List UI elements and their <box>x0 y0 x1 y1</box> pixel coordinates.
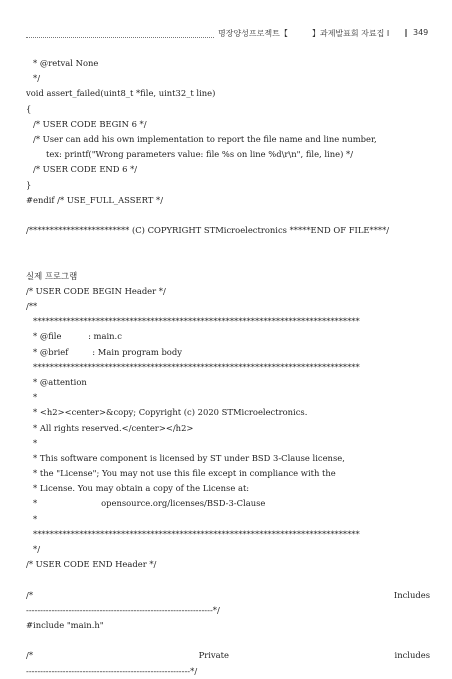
code-line: /* USER CODE BEGIN 6 */ <box>33 118 147 129</box>
code-fragment-middle: Private <box>198 650 229 661</box>
code-line: * <box>33 437 38 448</box>
code-line: /** <box>26 301 38 311</box>
code-line: * <h2><center>&copy; Copyright (c) 2020 STMicroelectronics. <box>33 407 308 418</box>
blank-line <box>26 238 430 253</box>
code-line: * <box>33 513 38 524</box>
code-line: #endif /* USE_FULL_ASSERT */ <box>26 194 164 205</box>
code-line: { <box>26 103 32 114</box>
code-line: /* User can add his own implementation to report the file name and line number, <box>33 133 377 144</box>
code-line: * @attention <box>33 376 87 387</box>
blank-line <box>26 253 430 268</box>
code-fragment-right: includes <box>394 650 430 661</box>
code-line: * the "License"; You may not use this file except in compliance with the <box>33 468 336 479</box>
code-line: ****************************************************************************** <box>33 361 360 372</box>
code-line: * All rights reserved.</center></h2> <box>33 422 194 433</box>
page-header <box>26 28 429 44</box>
code-fragment-left: /* <box>26 589 34 600</box>
code-line: * <box>33 392 38 403</box>
code-line: * This software component is licensed by ST under BSD 3-Clause license, <box>33 452 345 463</box>
code-line: /* USER CODE END 6 */ <box>33 164 138 175</box>
code-fragment-right: Includes <box>393 589 430 600</box>
section-heading: 실제 프로그램 <box>26 270 78 281</box>
code-line: ------------------------------------------------------------------*/ <box>26 604 220 615</box>
code-listing <box>26 56 430 679</box>
code-line: #include "main.h" <box>26 619 104 630</box>
code-line: * @file : main.c <box>33 331 122 342</box>
code-line: ****************************************************************************** <box>33 316 360 327</box>
code-line: ****************************************************************************** <box>33 528 360 539</box>
code-line: /* USER CODE BEGIN Header */ <box>26 285 166 296</box>
code-line-split <box>26 648 430 663</box>
blank-line <box>26 633 430 648</box>
code-line: void assert_failed(uint8_t *file, uint32_t line) <box>26 88 216 99</box>
blank-line <box>26 572 430 587</box>
blank-line <box>26 208 430 223</box>
code-line: /************************ (C) COPYRIGHT STMicroelectronics *****END OF FILE****/ <box>26 225 390 236</box>
code-line: */ <box>33 544 41 554</box>
code-fragment-left: /* <box>26 650 34 661</box>
header-left-title: 명장양성프로젝트【 <box>218 29 288 38</box>
code-line: } <box>26 179 32 190</box>
code-line: * opensource.org/licenses/BSD-3-Clause <box>33 498 266 509</box>
code-line: * @brief : Main program body <box>33 346 182 357</box>
page-number: 349 <box>413 28 429 37</box>
code-line-split <box>26 588 430 603</box>
code-line: tex: printf("Wrong parameters value: file %s on line %d\r\n", file, line) */ <box>46 149 354 160</box>
header-dotted-rule <box>26 37 214 38</box>
header-separator: ‖ <box>404 28 408 37</box>
code-line: */ <box>33 73 41 84</box>
code-line: /* USER CODE END Header */ <box>26 559 157 570</box>
code-line: * @retval None <box>33 58 99 68</box>
code-line: ----------------------------------------------------------*/ <box>26 665 198 676</box>
header-right-title: 】과제발표회 자료집 I <box>312 29 390 38</box>
code-line: * License. You may obtain a copy of the License at: <box>33 483 250 494</box>
